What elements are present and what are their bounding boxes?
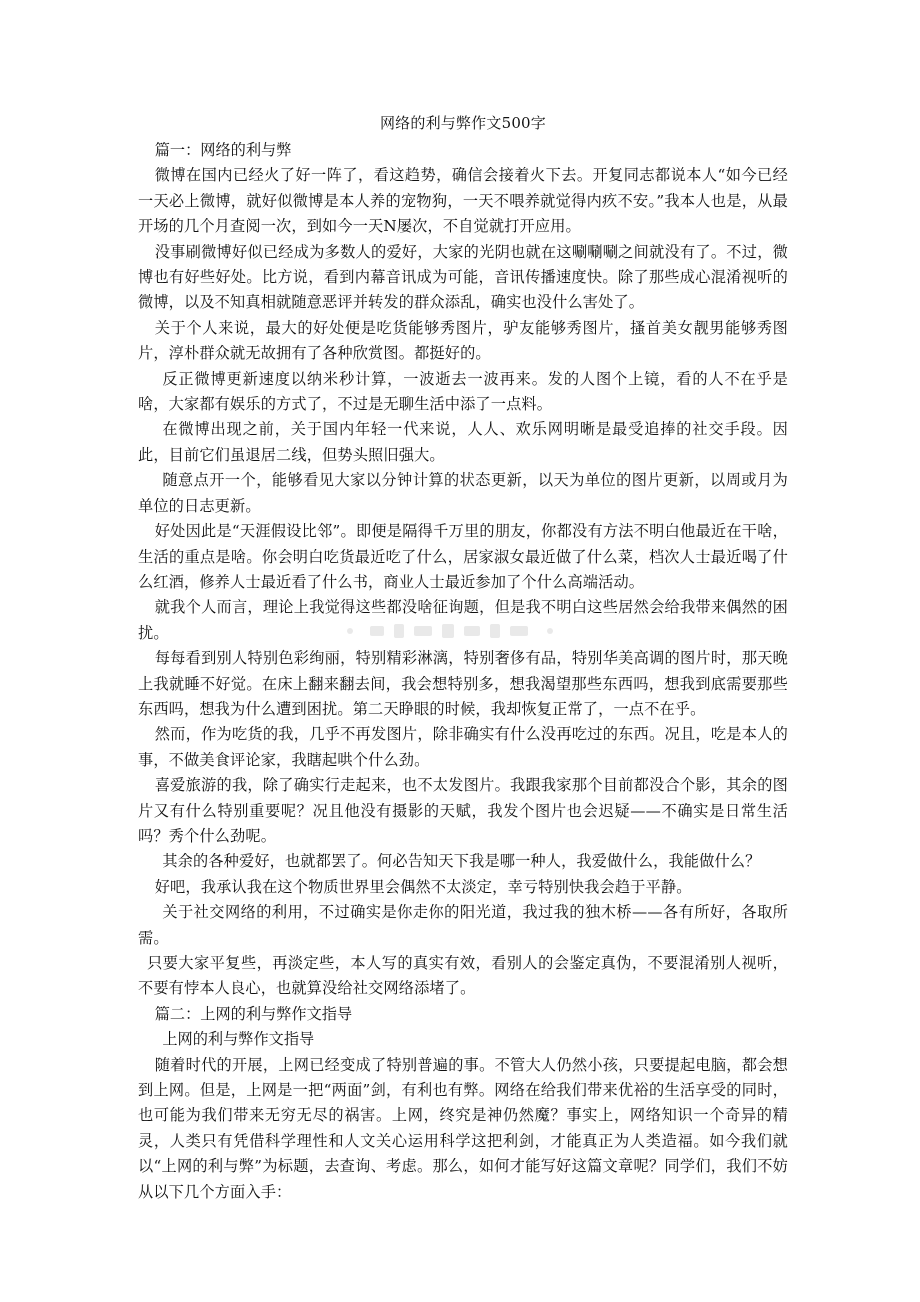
- paragraph: 每每看到别人特别色彩绚丽，特别精彩淋漓，特别奢侈有品，特别华美高调的图片时，那天晚上我就睡不好觉。在床上翻来翻去间，我会想特别多，想我渴望那些东西吗，想我到底需要那些东西吗，想我为什么遭到困扰。第二天睁眼的时候，我却恢复正常了，一点不在乎。: [138, 649, 788, 718]
- paragraph: 只要大家平复些，再淡定些，本人写的真实有效，看别人的会鉴定真伪，不要混淆别人视听，不要有悖本人良心，也就算没给社交网络添堵了。: [138, 954, 788, 998]
- paragraph: 随着时代的开展，上网已经变成了特别普遍的事。不管大人仍然小孩，只要提起电脑，都会想到上网。但是，上网是一把“两面”剑，有利也有弊。网络在给我们带来优裕的生活享受的同时，也可能为我们带来无穷无尽的祸害。上网，终究是神仍然魔？事实上，网络知识一个奇异的精灵，人类只有凭借科学理性和人文关心运用科学这把利剑，才能真正为人类造福。如今我们就以“上网的利与弊”为标题，去查询、考虑。那么，如何才能写好这篇文章呢？同学们，我们不妨从以下几个方面入手：: [138, 1055, 788, 1201]
- paragraph: 关于社交网络的利用，不过确实是你走你的阳光道，我过我的独木桥——各有所好，各取所需。: [138, 903, 788, 947]
- section-heading-1: 篇一：网络的利与弊: [154, 141, 292, 159]
- paragraph: 好处因此是“天涯假设比邻”。即便是隔得千万里的朋友，你都没有方法不明白他最近在干啥，生活的重点是啥。你会明白吃货最近吃了什么，居家淑女最近做了什么菜，档次人士最近喝了什么红酒，修养人士最近看了什么书，商业人士最近参加了个什么高端活动。: [138, 522, 788, 591]
- section-heading-2: 篇二：上网的利与弊作文指导: [154, 1004, 353, 1023]
- paragraph: 喜爱旅游的我，除了确实行走起来，也不太发图片。我跟我家那个目前都没合个影，其余的图片又有什么特别重要呢？况且他没有摄影的天赋，我发个图片也会迟疑——不确实是日常生活吗？秀个什么劲呢。: [138, 776, 788, 845]
- paragraph: 其余的各种爱好，也就都罢了。何必告知天下我是哪一种人，我爱做什么，我能做什么？: [162, 852, 761, 871]
- section-subheading: 上网的利与弊作文指导: [162, 1030, 315, 1049]
- paragraph: 然而，作为吃货的我，几乎不再发图片，除非确实有什么没再吃过的东西。况且，吃是本人的事，不做美食评论家，我瞎起哄个什么劲。: [138, 725, 788, 769]
- document-title: 网络的利与弊作文500字: [379, 114, 547, 132]
- paragraph: 就我个人而言，理论上我觉得这些都没啥征询题，但是我不明白这些居然会给我带来偶然的困扰。: [138, 598, 788, 642]
- paragraph: 关于个人来说，最大的好处便是吃货能够秀图片，驴友能够秀图片，搔首美女靓男能够秀图片，淳朴群众就无故拥有了各种欣赏图。都挺好的。: [138, 318, 788, 363]
- paragraph: 微博在国内已经火了好一阵了，看这趋势，确信会接着火下去。开复同志都说本人“如今已经一天必上微博，就好似微博是本人养的宠物狗，一天不喂养就觉得内疚不安。”我本人也是，从最开场的几个月查阅一次，到如今一天N屡次，不自觉就打开应用。: [138, 166, 788, 236]
- paragraph: 随意点开一个，能够看见大家以分钟计算的状态更新，以天为单位的图片更新，以周或月为单位的日志更新。: [138, 471, 788, 515]
- paragraph: 在微博出现之前，关于国内年轻一代来说，人人、欢乐网明晰是最受追捧的社交手段。因此，目前它们虽退居二线，但势头照旧强大。: [138, 420, 788, 464]
- paragraph: 没事刷微博好似已经成为多数人的爱好，大家的光阴也就在这唰唰唰之间就没有了。不过，微博也有好些好处。比方说，看到内幕音讯成为可能，音讯传播速度快。除了那些成心混淆视听的微博，以及不知真相就随意恶评并转发的群众添乱，确实也没什么害处了。: [138, 242, 788, 312]
- document-page: [138, 110, 788, 1205]
- paragraph: 反正微博更新速度以纳米秒计算，一波逝去一波再来。发的人图个上镜，看的人不在乎是啥，大家都有娱乐的方式了，不过是无聊生活中添了一点料。: [138, 369, 788, 414]
- paragraph: 好吧，我承认我在这个物质世界里会偶然不太淡定，幸亏特别快我会趋于平静。: [154, 877, 692, 896]
